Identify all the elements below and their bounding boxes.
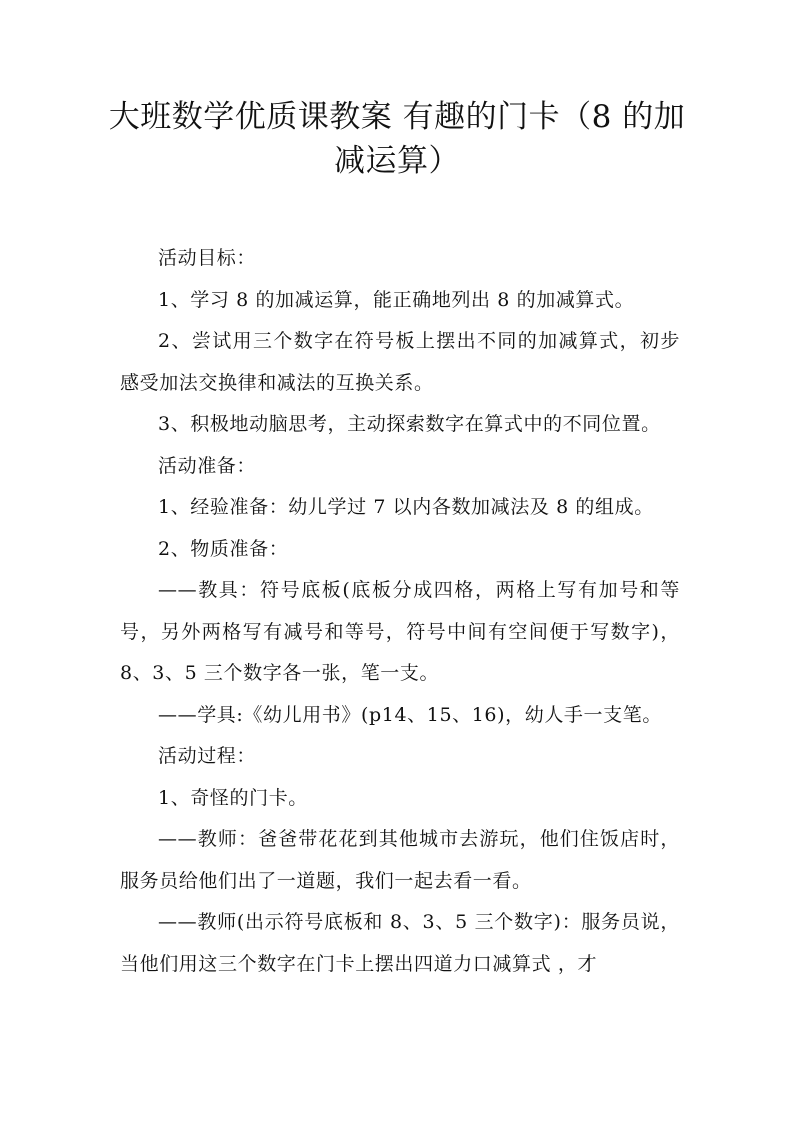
- paragraph: 1、学习 8 的加减运算，能正确地列出 8 的加减算式。: [158, 288, 635, 311]
- paragraph: ——教具：符号底板(底板分成四格，两格上写有加号和等号，另外两格写有减号和等号，符号中间有空间便于写数字)，8、3、5 三个数字各一张，笔一支。: [120, 579, 680, 684]
- paragraph: 1、经验准备：幼儿学过 7 以内各数加减法及 8 的组成。: [158, 496, 654, 518]
- paragraph: ——教师(出示符号底板和 8、3、5 三个数字)：服务员说，当他们用这三个数字在门卡上摆出四道力口减算式 ，才: [120, 911, 680, 975]
- paragraph: 1、奇怪的门卡。: [158, 786, 308, 809]
- paragraph: 2、尝试用三个数字在符号板上摆出不同的加减算式，初步感受加法交换律和减法的互换关系。: [120, 330, 680, 394]
- paragraph: 3、积极地动脑思考，主动探索数字在算式中的不同位置。: [158, 413, 661, 435]
- section-heading-goals: 活动目标：: [158, 247, 257, 269]
- document-body: [120, 238, 680, 985]
- paragraph: 2、物质准备：: [158, 537, 289, 560]
- paragraph: ——学具:《幼儿用书》(p14、15、16)，幼人手一支笔。: [158, 703, 662, 726]
- paragraph: ——教师：爸爸带花花到其他城市去游玩，他们住饭店时，服务员给他们出了一道题，我们一起去看一看。: [120, 828, 680, 892]
- section-heading-process: 活动过程：: [158, 745, 257, 767]
- section-heading-preparation: 活动准备：: [158, 454, 257, 477]
- document-title: 大班数学优质课教案 有趣的门卡（8 的加减运算）: [108, 99, 686, 179]
